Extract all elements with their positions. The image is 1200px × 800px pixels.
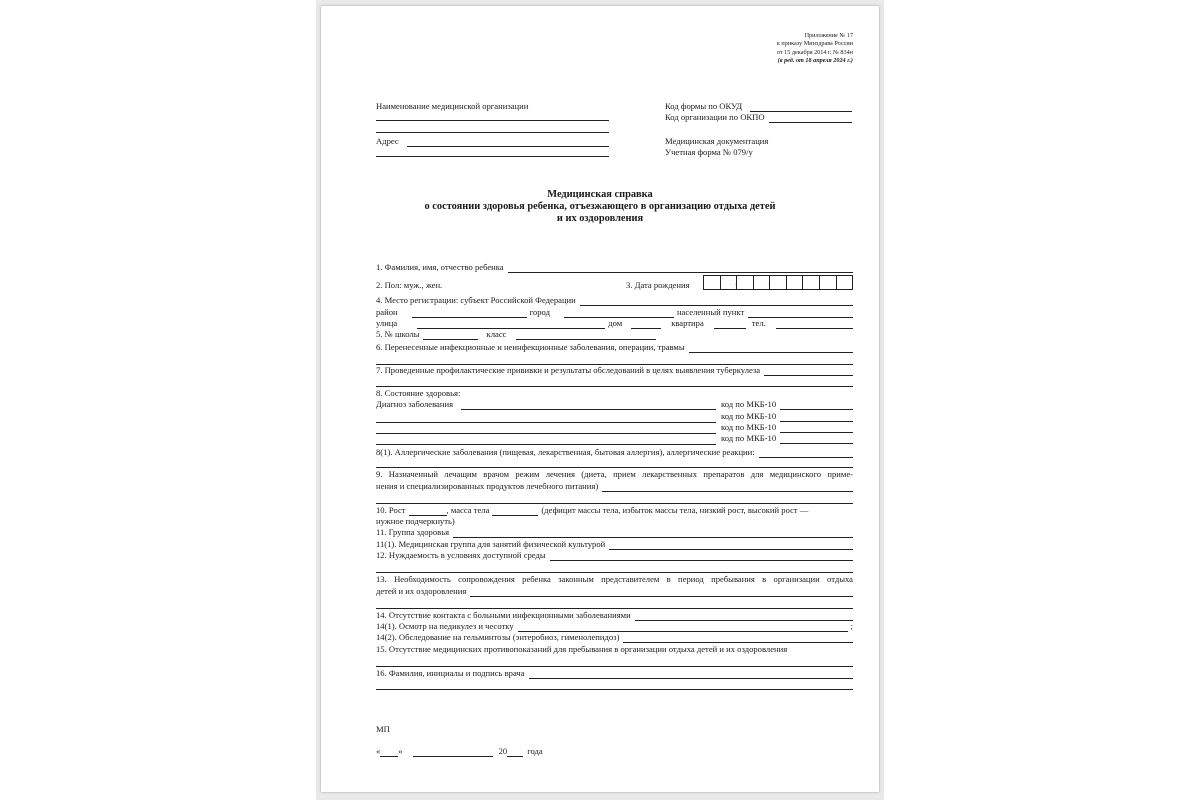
field-label: код по МКБ-10 [721, 422, 777, 432]
stamp-placeholder: МП [376, 724, 390, 734]
address-field [376, 136, 609, 147]
field-label: 7. Проведенные профилактические прививки и результаты обследований в целях выявления туберкулеза [376, 365, 761, 375]
appendix-line: Приложение № 17 [804, 32, 853, 39]
date-box [736, 276, 753, 289]
title-line: о состоянии здоровья ребенка, отъезжающего в организацию отдыха детей [424, 201, 776, 213]
appendix-note [777, 32, 853, 65]
field-label: детей и их оздоровления [376, 586, 467, 596]
field-label: город [529, 307, 550, 317]
field-label: нения и специализированных продуктов лечебного питания) [376, 481, 599, 491]
date-box [753, 276, 770, 289]
field-label: район [376, 307, 398, 317]
field-accessible-env [376, 550, 853, 561]
blank-line [376, 386, 853, 387]
org-name-line [376, 132, 609, 133]
field-vaccinations [376, 365, 853, 376]
date-box [769, 276, 786, 289]
field-label: 16. Фамилия, инициалы и подпись врача [376, 668, 525, 678]
blank-line [376, 444, 716, 445]
field-label: код по МКБ-10 [721, 411, 777, 421]
field-label: 14. Отсутствие контакта с больными инфекционными заболеваниями [376, 610, 631, 620]
title-line: и их оздоровления [556, 213, 644, 225]
field-label: 8(1). Аллергические заболевания (пищевая, лекарственная, бытовая аллергия), аллергические реакции: [376, 447, 755, 457]
date-box [836, 276, 853, 289]
blank-line [376, 433, 716, 434]
mkb-code-field [721, 399, 853, 410]
field-helminths [376, 632, 853, 643]
field-label: 14(1). Осмотр на педикулез и чесотку [376, 621, 514, 631]
field-label: дом [608, 318, 623, 328]
field-label: тел. [751, 318, 766, 328]
blank-line [376, 666, 853, 667]
field-sex: 2. Пол: муж., жен. [376, 280, 443, 290]
field-label: 11(1). Медицинская группа для занятий физической культурой [376, 539, 606, 549]
field-label: 6. Перенесенные инфекционные и неинфекционные заболевания, операции, травмы [376, 342, 685, 352]
field-child-name [376, 262, 853, 273]
field-no-contraindications: 15. Отсутствие медицинских противопоказаний для пребывания в организации отдыха детей и их оздоровления [376, 644, 788, 654]
mkb-code-field [721, 433, 853, 444]
date-box [704, 276, 720, 289]
field-pe-group [376, 539, 853, 550]
field-label: , масса тела [446, 505, 490, 515]
org-name-line [376, 120, 609, 121]
field-pediculosis [376, 621, 853, 632]
address-line [376, 156, 609, 157]
appendix-revision: (в ред. от 18 апреля 2024 г.) [777, 56, 853, 64]
date-box [819, 276, 836, 289]
blank-line [376, 608, 853, 609]
okud-field [665, 101, 852, 112]
okpo-label: Код организации по ОКПО [665, 112, 765, 122]
field-label: улица [376, 318, 398, 328]
field-label: населенный пункт [676, 307, 745, 317]
blank-line [376, 689, 853, 690]
field-no-contact [376, 610, 853, 621]
field-diseases [376, 342, 853, 353]
field-label: 1. Фамилия, имя, отчество ребенка [376, 262, 504, 272]
field-label: код по МКБ-10 [721, 399, 777, 409]
field-allergies [376, 447, 853, 458]
field-registration [376, 295, 853, 306]
field-label: 14(2). Обследование на гельминтозы (энтеробиоз, гименолепидоз) [376, 632, 620, 642]
year-prefix: 20 [498, 746, 508, 756]
field-label: квартира [671, 318, 704, 328]
field-doctor-signature [376, 668, 853, 679]
field-label: 4. Место регистрации: субъект Российской Федерации [376, 295, 576, 305]
field-label: класс [486, 329, 507, 339]
field-treatment [376, 481, 853, 492]
date-box [720, 276, 737, 289]
field-label: 12. Нуждаемость в условиях доступной среды [376, 550, 546, 560]
field-label: Диагноз заболевания [376, 399, 454, 409]
medical-documentation-label: Медицинская документация [665, 136, 769, 146]
field-district-city [376, 307, 853, 318]
date-separator: . [735, 278, 738, 287]
field-label: (дефицит массы тела, избыток массы тела, низкий рост, высокий рост — [541, 505, 809, 515]
blank-line [376, 572, 853, 573]
field-escort [376, 586, 853, 597]
blank-line [376, 467, 853, 468]
field-label: 5. № школы [376, 329, 420, 339]
field-escort-line1: 13. Необходимость сопровождения ребенка законным представителем в период пребывания в организации отдыха [376, 574, 853, 584]
field-label: 11. Группа здоровья [376, 527, 450, 537]
quote-close: » [398, 746, 403, 756]
field-height-weight [376, 505, 853, 516]
field-height-note: нужное подчеркнуть) [376, 516, 455, 526]
okpo-field [665, 112, 852, 123]
field-treatment-line1: 9. Назначенный лечащим врачом режим лечения (диета, прием лекарственных препаратов для медицинского приме- [376, 469, 853, 479]
field-school [376, 329, 656, 340]
year-suffix: года [527, 746, 543, 756]
address-label: Адрес [376, 136, 399, 146]
quote-open: « [376, 746, 381, 756]
field-label: код по МКБ-10 [721, 433, 777, 443]
document-page [321, 6, 879, 792]
org-name-label: Наименование медицинской организации [376, 101, 529, 111]
field-label: 10. Рост [376, 505, 406, 515]
title-line: Медицинская справка [547, 189, 653, 200]
blank-line [376, 422, 716, 423]
date-box [786, 276, 803, 289]
field-birthdate-label: 3. Дата рождения [626, 280, 690, 290]
appendix-line: к приказу Минздрава России [776, 40, 853, 48]
mkb-code-field [721, 422, 853, 433]
field-health-state: 8. Состояние здоровья: [376, 388, 461, 398]
mkb-code-field [721, 411, 853, 422]
issue-date [376, 746, 543, 757]
field-diagnosis [376, 399, 716, 410]
blank-line [376, 503, 853, 504]
form-number: Учетная форма № 079/у [665, 147, 753, 157]
okud-label: Код формы по ОКУД [665, 101, 743, 111]
birthdate-boxes [703, 275, 853, 290]
document-title [321, 189, 879, 226]
date-box [802, 276, 819, 289]
date-separator: . [768, 278, 771, 287]
appendix-line: от 15 декабря 2014 г. № 834н [776, 48, 853, 56]
field-label: ; [850, 621, 853, 631]
field-street [376, 318, 853, 329]
field-health-group [376, 527, 853, 538]
